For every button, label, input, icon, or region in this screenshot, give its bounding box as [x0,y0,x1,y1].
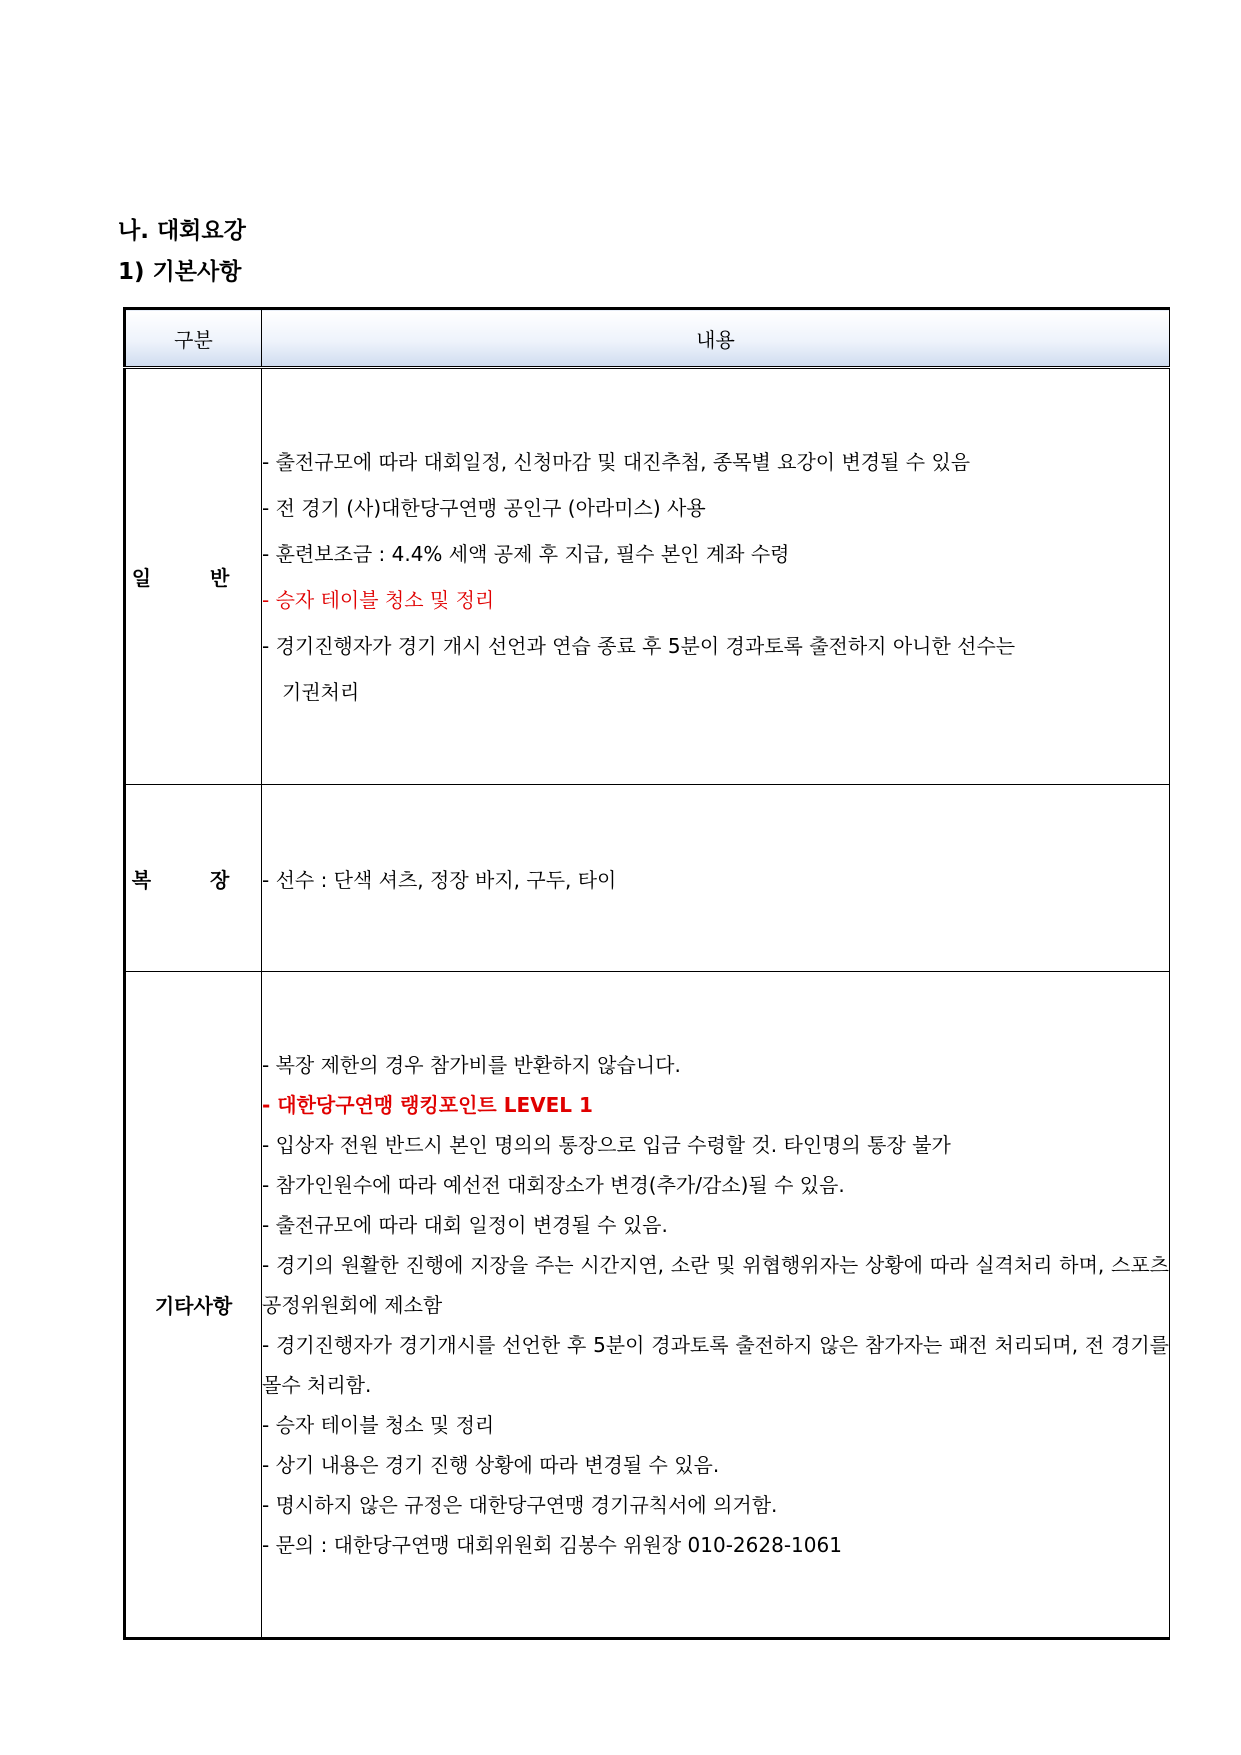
section-title: 나. 대회요강 [118,218,246,244]
attire-line: - 선수 : 단색 셔츠, 정장 바지, 구두, 타이 [262,867,617,892]
general-line-continuation: 기권처리 [282,679,360,704]
basic-info-table [123,307,1170,1640]
others-line: - 승자 테이블 청소 및 정리 [262,1412,495,1437]
others-line: - 상기 내용은 경기 진행 상황에 따라 변경될 수 있음. [262,1452,720,1477]
row-content-others [262,972,1170,1639]
others-line: - 참가인원수에 따라 예선전 대회장소가 변경(추가/감소)될 수 있음. [262,1172,845,1197]
row-label-general: 일 반 [125,368,262,785]
row-content-attire [262,785,1170,972]
table-row-attire [125,785,1170,972]
table-header-row [125,309,1170,368]
others-line: - 문의 : 대한당구연맹 대회위원회 김봉수 위원장 010-2628-1061 [262,1532,842,1557]
row-label-others: 기타사항 [125,972,262,1639]
others-line: - 경기진행자가 경기개시를 선언한 후 5분이 경과토록 출전하지 않은 참가자는 패전 처리되며, 전 경기를 몰수 처리함. [262,1332,1169,1397]
others-line: - 입상자 전원 반드시 본인 명의의 통장으로 입금 수령할 것. 타인명의 통장 불가 [262,1132,951,1157]
general-line: - 출전규모에 따라 대회일정, 신청마감 및 대진추첨, 종목별 요강이 변경될 수 있음 [262,449,971,474]
others-line: - 명시하지 않은 규정은 대한당구연맹 경기규칙서에 의거함. [262,1492,778,1517]
others-line: - 출전규모에 따라 대회 일정이 변경될 수 있음. [262,1212,668,1237]
row-label-attire: 복 장 [125,785,262,972]
others-line-highlight: - 대한당구연맹 랭킹포인트 LEVEL 1 [262,1092,593,1117]
header-content: 내용 [262,309,1170,368]
general-line: - 경기진행자가 경기 개시 선언과 연습 종료 후 5분이 경과토록 출전하지 아니한 선수는 [262,633,1016,658]
general-line-highlight: - 승자 테이블 청소 및 정리 [262,587,495,612]
general-line: - 전 경기 (사)대한당구연맹 공인구 (아라미스) 사용 [262,495,706,520]
others-line: - 복장 제한의 경우 참가비를 반환하지 않습니다. [262,1052,681,1077]
others-line: - 경기의 원활한 진행에 지장을 주는 시간지연, 소란 및 위협행위자는 상황에 따라 실격처리 하며, 스포츠공정위원회에 제소함 [262,1252,1169,1317]
general-line: - 훈련보조금 : 4.4% 세액 공제 후 지급, 필수 본인 계좌 수령 [262,541,790,566]
row-content-general [262,368,1170,785]
header-category: 구분 [125,309,262,368]
table-row-others [125,972,1170,1639]
subsection-title: 1) 기본사항 [118,259,242,285]
table-row-general [125,368,1170,785]
